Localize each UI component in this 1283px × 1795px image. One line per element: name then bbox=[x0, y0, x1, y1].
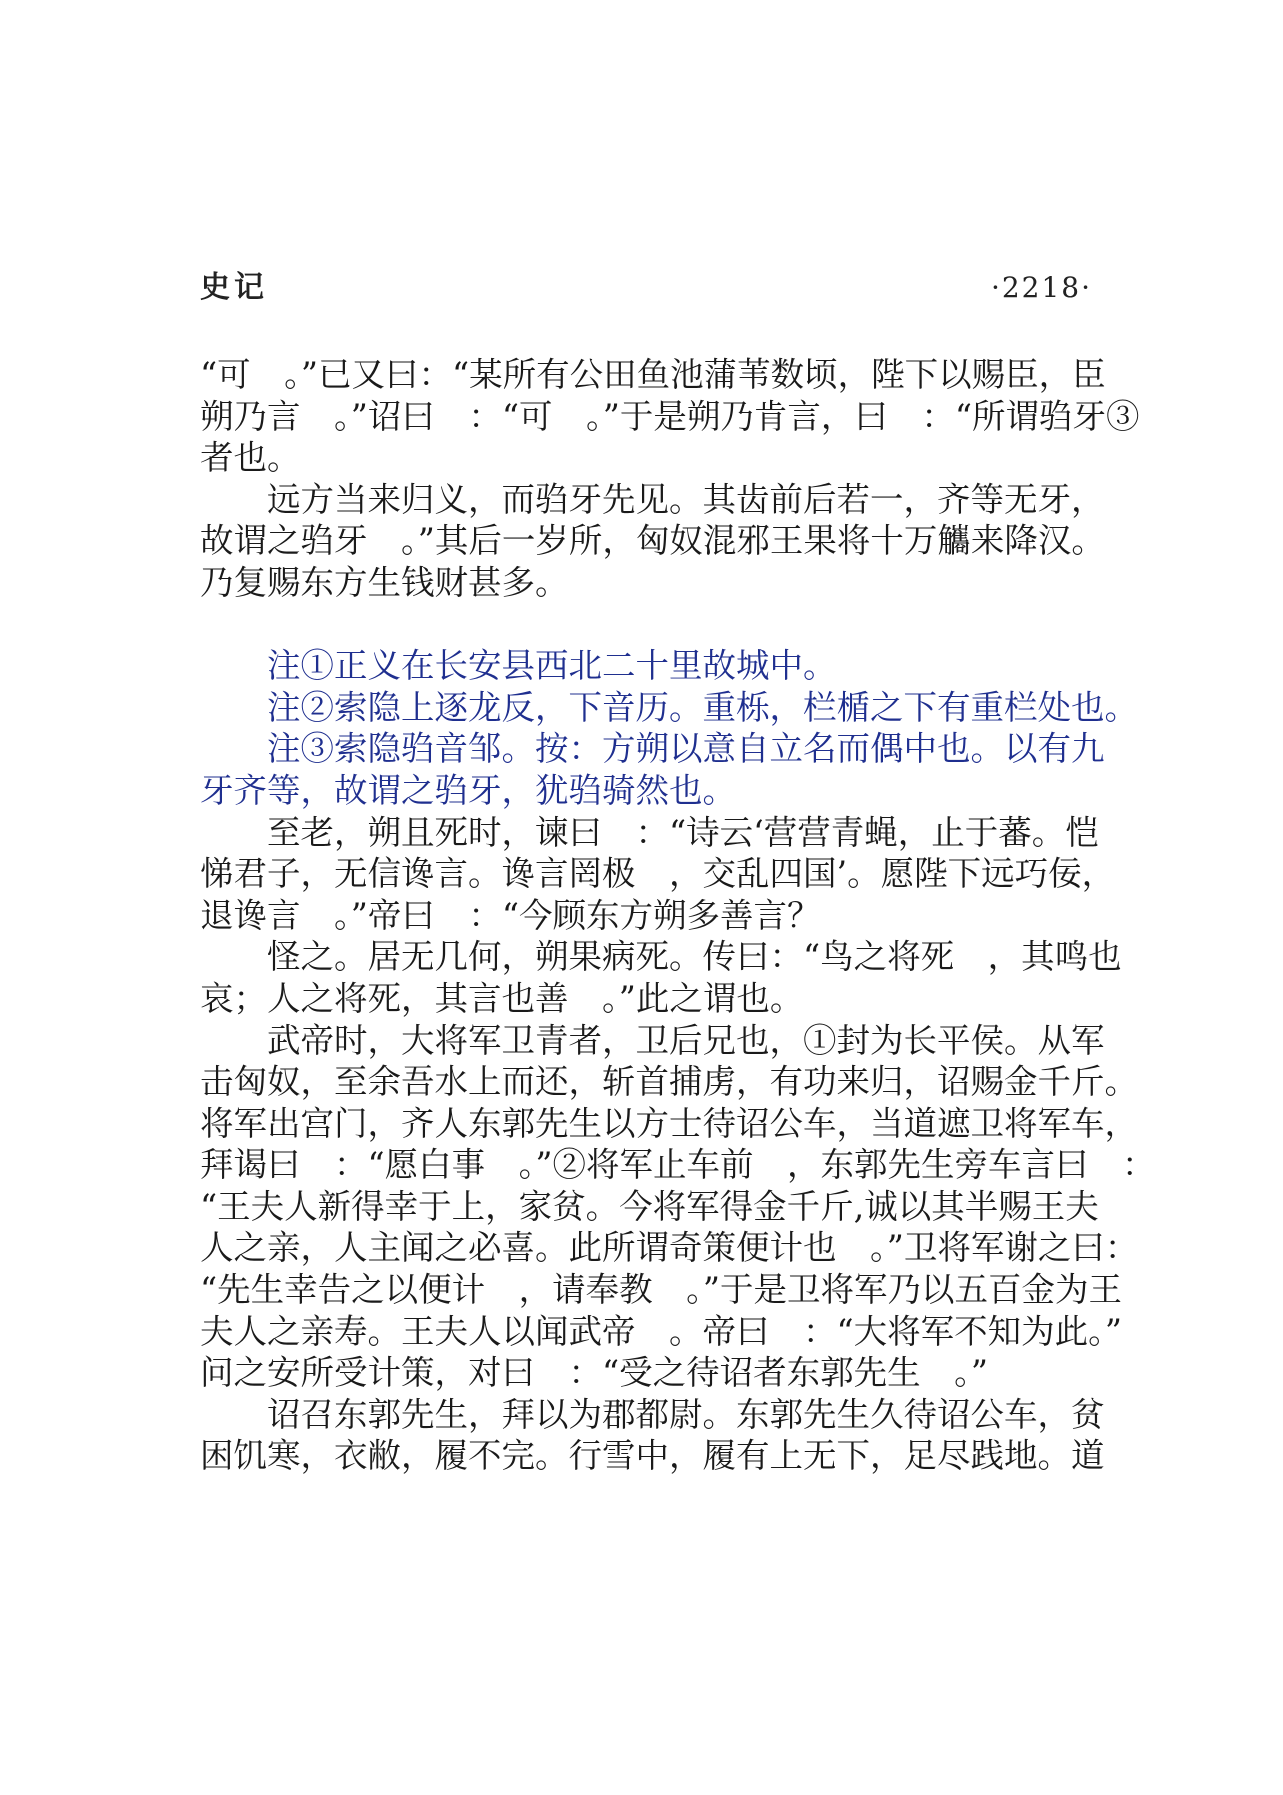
text-line: 退谗言 。”帝曰 ：“今顾东方朔多善言？ bbox=[200, 895, 821, 935]
book-title: 史记 bbox=[200, 270, 268, 305]
text-line: “王夫人新得幸于上，家贫。今将军得金千斤,诚以其半赐王夫 bbox=[200, 1186, 1099, 1226]
blank-line bbox=[200, 604, 1092, 646]
page-header bbox=[200, 266, 1092, 310]
text-line: 朔乃言 。”诏曰 ：“可 。”于是朔乃肯言，曰 ：“所谓驺牙③ bbox=[200, 396, 1140, 436]
text-line: “先生幸告之以便计 ，请奉教 。”于是卫将军乃以五百金为王 bbox=[200, 1270, 1123, 1310]
text-line: 远方当来归义，而驺牙先见。其齿前后若一，齐等无牙， bbox=[267, 479, 1105, 519]
text-line: 困饥寒，衣敝，履不完。行雪中，履有上无下，足尽践地。道 bbox=[200, 1436, 1105, 1476]
text-line: 将军出宫门，齐人东郭先生以方士待诏公车，当道遮卫将军车， bbox=[200, 1103, 1138, 1143]
text-line: 至老，朔且死时，谏曰 ：“诗云‘营营青蝇，止于蕃。恺 bbox=[267, 812, 1099, 852]
text-line: 拜谒曰 ：“愿白事 。”②将军止车前 ，东郭先生旁车言曰 ： bbox=[200, 1145, 1156, 1185]
text-line: 人之亲，人主闻之必喜。此所谓奇策便计也 。”卫将军谢之曰： bbox=[200, 1228, 1139, 1268]
text-line: 夫人之亲寿。王夫人以闻武帝 。帝曰 ：“大将军不知为此。” bbox=[200, 1311, 1123, 1351]
text-line: 击匈奴，至余吾水上而还，斩首捕虏，有功来归，诏赐金千斤。 bbox=[200, 1062, 1138, 1102]
footnote bbox=[200, 728, 1105, 811]
footnote bbox=[200, 645, 1092, 687]
footnote bbox=[200, 687, 1138, 729]
paragraph bbox=[200, 1020, 1156, 1394]
paragraph bbox=[200, 479, 1105, 604]
paragraph bbox=[200, 354, 1140, 479]
text-line: 问之安所受计策，对曰 ：“受之待诏者东郭先生 。” bbox=[200, 1353, 989, 1393]
text-line: 故谓之驺牙 。”其后一岁所，匈奴混邪王果将十万觿来降汉。 bbox=[200, 521, 1105, 561]
footnote-line: 注①正义在长安县西北二十里故城中。 bbox=[267, 646, 837, 686]
text-line: 怪之。居无几何，朔果病死。传曰：“鸟之将死 ，其鸣也 bbox=[267, 937, 1122, 977]
paragraph bbox=[200, 812, 1116, 937]
text-line: 哀；人之将死，其言也善 。”此之谓也。 bbox=[200, 978, 804, 1018]
footnote-line: 注③索隐驺音邹。按：方朔以意自立名而偶中也。以有九 bbox=[267, 729, 1105, 769]
paragraph bbox=[200, 1394, 1105, 1477]
page-body bbox=[200, 354, 1156, 1477]
text-line: 乃复赐东方生钱财甚多。 bbox=[200, 562, 569, 602]
text-line: 武帝时，大将军卫青者，卫后兄也，①封为长平侯。从军 bbox=[267, 1020, 1105, 1060]
text-line: 诏召东郭先生，拜以为郡都尉。东郭先生久待诏公车，贫 bbox=[267, 1394, 1105, 1434]
footnote-line: 牙齐等，故谓之驺牙，犹驺骑然也。 bbox=[200, 770, 736, 810]
paragraph bbox=[200, 936, 1122, 1019]
text-line: 者也。 bbox=[200, 438, 301, 478]
text-line: 悌君子，无信谗言。谗言罔极 ，交乱四国’。愿陛下远巧佞， bbox=[200, 854, 1116, 894]
page-number: ·2218· bbox=[990, 271, 1092, 304]
footnote-line: 注②索隐上逐龙反，下音历。重栎，栏楯之下有重栏处也。 bbox=[267, 687, 1138, 727]
text-line: “可 。”已又曰：“某所有公田鱼池蒲苇数顷，陛下以赐臣，臣 bbox=[200, 355, 1106, 394]
